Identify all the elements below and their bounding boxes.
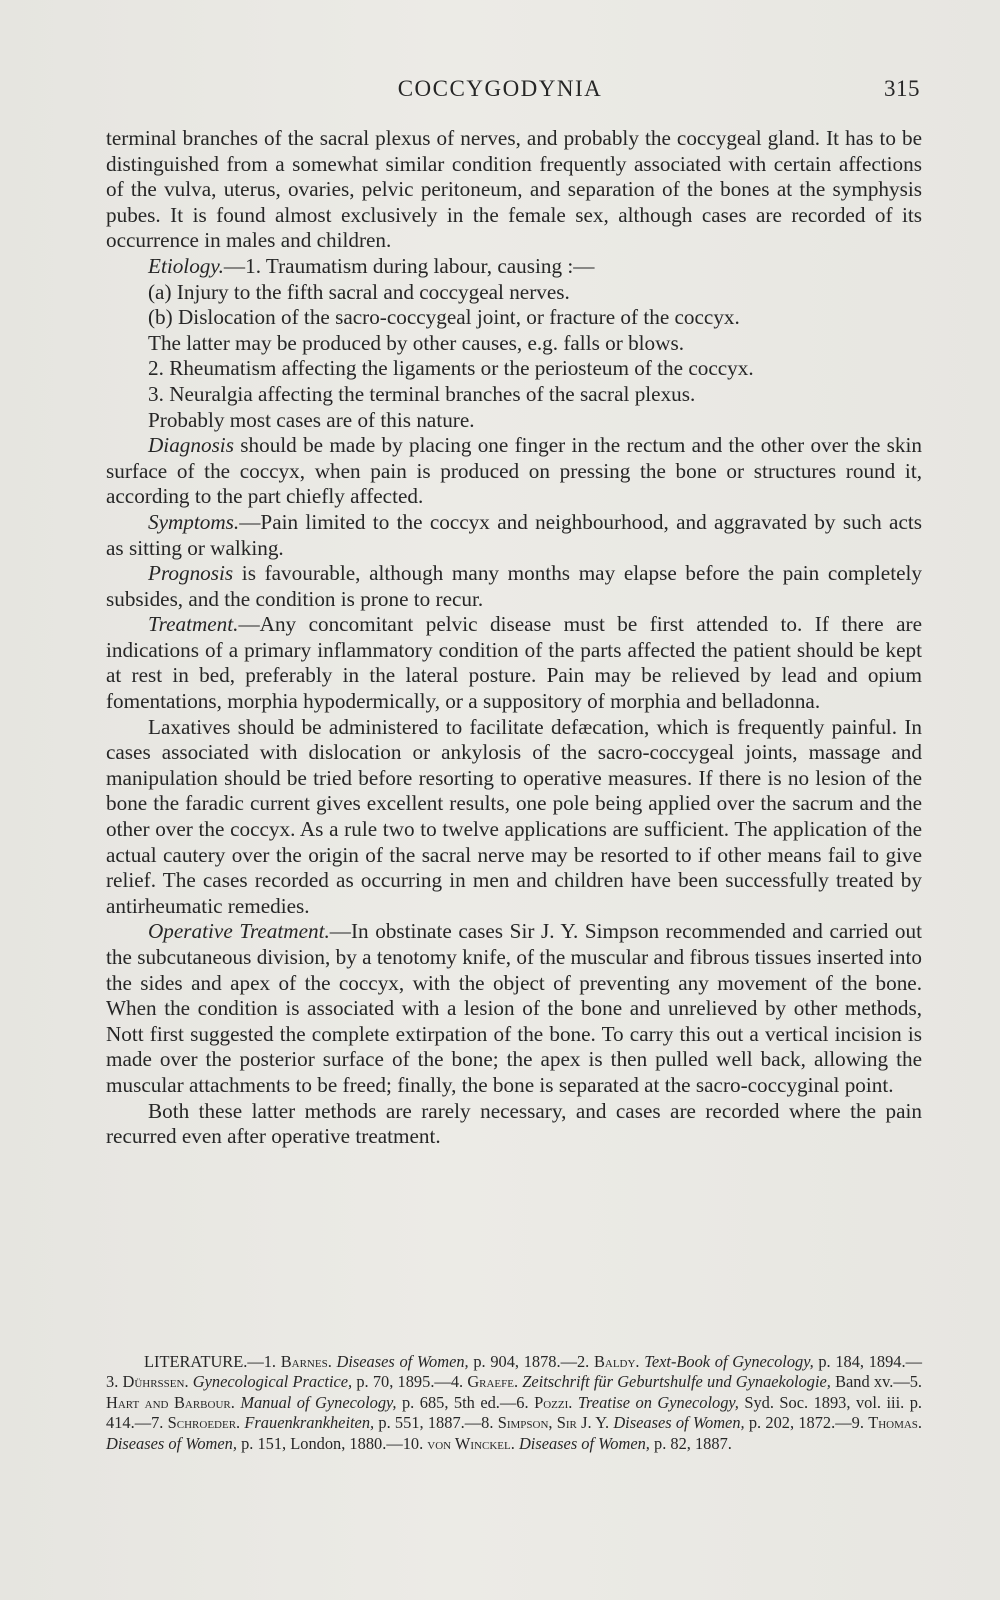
symptoms-text: —Pain limited to the coccyx and neighbourhood, and aggravated by such acts as sitting or walking. (106, 509, 922, 560)
symptoms-heading: Symptoms. (148, 509, 240, 534)
running-head (0, 76, 1000, 106)
reference: —3. Dührssen. Gynecological Practice, p. 70, 1895. (106, 1352, 922, 1392)
reference: —1. Barnes. Diseases of Women, p. 904, 1878. (247, 1352, 561, 1371)
prognosis-heading: Prognosis (148, 561, 234, 586)
diagnosis-text: should be made by placing one finger in the rectum and the other over the skin surface of the coccyx, when pain is produced on pressing the bone or structures round it, according to the part chiefly affected. (106, 433, 922, 509)
literature-references (106, 1352, 922, 1454)
body-text (106, 126, 922, 1150)
reference: —5. Hart and Barbour. Manual of Gynecology, p. 685, 5th ed. (106, 1372, 923, 1412)
etiology-heading: Etiology. (148, 253, 224, 278)
reference: —4. Graefe. Zeitschrift für Geburtshulfe und Gynaekologie, Band xv. (434, 1372, 894, 1392)
etiology-paragraph (106, 254, 922, 280)
reference: —2. Baldy. Text-Book of Gynecology, p. 184, 1894. (560, 1352, 906, 1371)
operative-paragraph (106, 919, 922, 1098)
intro-paragraph: terminal branches of the sacral plexus of nerves, and probably the coccygeal gland. It has to be distinguished from a somewhat similar condition frequently associated with certain affections of the vulva, uterus, ovaries, pelvic peritoneum, and separation of the bones at the symphysis pubes. It is found almost exclusively in the female sex, although cases are recorded of its occurrence in males and children. (106, 126, 922, 253)
symptoms-paragraph (106, 510, 922, 561)
etiology-text: —1. Traumatism during labour, causing :— (223, 253, 595, 278)
reference: —7. Schroeder. Frauenkrankheiten, p. 551, 1887. (134, 1413, 465, 1433)
etiology-item-b: (b) Dislocation of the sacro-coccygeal joint, or fracture of the coccyx. (148, 305, 740, 330)
reference: —6. Pozzi. Treatise on Gynecology, Syd. Soc. 1893, vol. iii. p. 414. (106, 1392, 922, 1433)
treatment-text: —Any concomitant pelvic disease must be first attended to. If there are indications of a primary inflammatory condition of the parts affected the patient should be kept at rest in bed, preferably in the lateral posture. Pain may be relieved by lead and opium fomentations, morphia hypodermically, or a suppository of morphia and belladonna. (106, 612, 922, 714)
laxatives-paragraph: Laxatives should be administered to facilitate defæcation, which is frequently painful. In cases associated with dislocation or ankylosis of the sacro-coccygeal joints, massage and manipulation should be tried before resorting to operative measures. If there is no lesion of the bone the faradic current gives excellent results, one pole being applied over the sacrum and the other over the coccyx. As a rule two to twelve applications are sufficient. The application of the actual cautery over the origin of the sacral nerve may be resorted to if other means fail to give relief. The cases recorded as occurring in men and children have been successfully treated by antirheumatic remedies. (106, 714, 922, 918)
etiology-item-2: 2. Rheumatism affecting the ligaments or the periosteum of the coccyx. (148, 356, 754, 381)
diagnosis-paragraph (106, 433, 922, 510)
reference: —9. Thomas. Diseases of Women, p. 151, London, 1880. (106, 1413, 923, 1453)
etiology-note: Probably most cases are of this nature. (148, 407, 475, 432)
page-number: 315 (884, 76, 920, 101)
etiology-item-b-note: The latter may be produced by other causes, e.g. falls or blows. (148, 330, 684, 355)
prognosis-text: is favourable, although many months may elapse before the pain completely subsides, and the condition is prone to recur. (106, 561, 922, 611)
closing-paragraph: Both these latter methods are rarely necessary, and cases are recorded where the pain recurred even after operative treatment. (106, 1098, 922, 1149)
operative-heading: Operative Treatment. (148, 919, 330, 944)
chapter-title: COCCYGODYNIA (397, 76, 603, 101)
etiology-item-a: (a) Injury to the fifth sacral and coccygeal nerves. (148, 279, 570, 304)
reference: —10. von Winckel. Diseases of Women, p. 82, 1887. (386, 1433, 732, 1453)
reference: —8. Simpson, Sir J. Y. Diseases of Women, p. 202, 1872. (464, 1413, 836, 1433)
treatment-paragraph (106, 612, 922, 714)
literature-list (106, 1352, 922, 1454)
prognosis-paragraph (106, 561, 922, 612)
treatment-heading: Treatment. (148, 612, 239, 637)
operative-text: —In obstinate cases Sir J. Y. Simpson recommended and carried out the subcutaneous division, by a tenotomy knife, of the muscular and fibrous tissues inserted into the sides and apex of the coccyx, with the object of preventing any movement of the bone. When the condition is associated with a lesion of the bone and unrelieved by other methods, Nott first suggested the complete extirpation of the bone. To carry this out a vertical incision is made over the posterior surface of the bone; the apex is then pulled well back, allowing the muscular attachments to be freed; finally, the bone is separated at the sacro-coccyginal point. (106, 919, 922, 1097)
diagnosis-heading: Diagnosis (148, 433, 234, 458)
literature-label: LITERATURE. (144, 1352, 248, 1371)
etiology-item-3: 3. Neuralgia affecting the terminal branches of the sacral plexus. (148, 381, 696, 406)
